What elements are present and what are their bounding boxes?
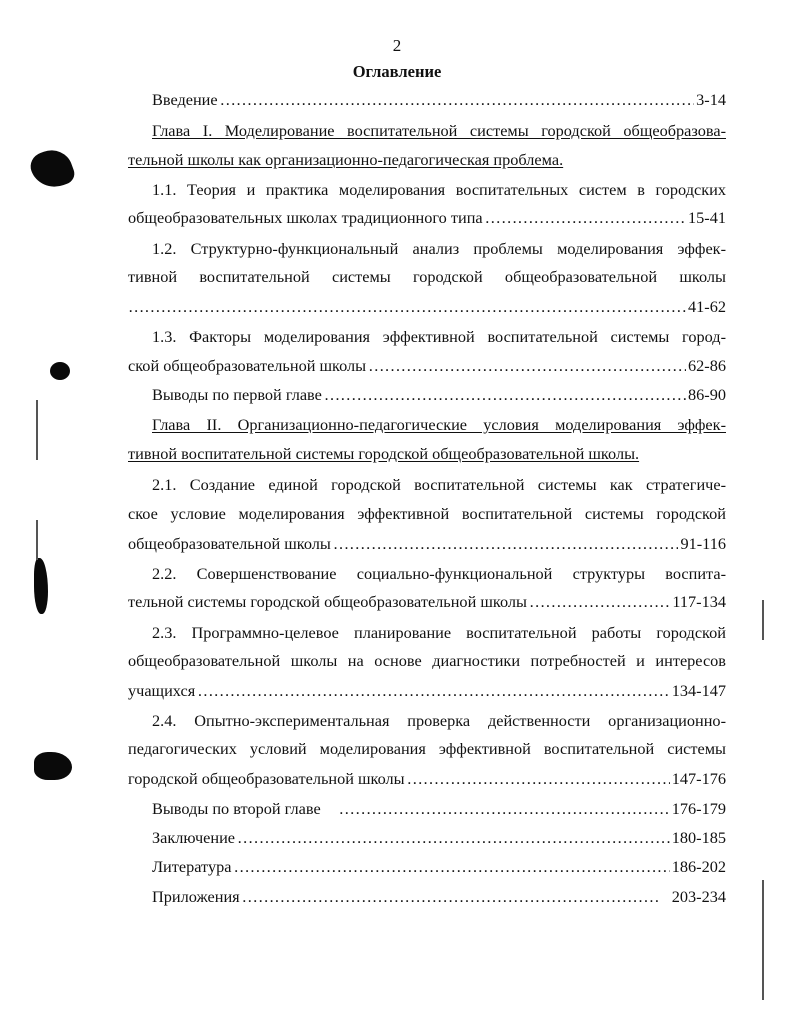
- section-title: городской общеобразовательной школы: [128, 769, 405, 788]
- toc-section-2-4-line2[interactable]: [128, 738, 726, 760]
- chapter-title: тельной школы как организационно-педагогическая проблема.: [128, 150, 564, 169]
- section-title: 1.2. Структурно-функциональный анализ проблемы моделирования эффек-: [152, 239, 726, 258]
- section-title: тельной системы городской общеобразовательной школы: [128, 592, 527, 611]
- toc-entry-conclusion[interactable]: [152, 827, 726, 849]
- entry-pages: 180-185: [671, 828, 726, 847]
- scan-artifact: [34, 558, 48, 614]
- entry-title: Выводы по второй главе: [152, 799, 321, 818]
- toc-section-2-3-line1[interactable]: [152, 622, 726, 644]
- leader-dots: [407, 768, 670, 790]
- entry-pages: 41-62: [688, 297, 726, 316]
- page-number: 2: [392, 36, 402, 55]
- scan-artifact: [34, 752, 72, 780]
- section-title: 1.1. Теория и практика моделирования воспитательных систем в городских: [152, 180, 726, 199]
- scan-artifact: [762, 880, 764, 1000]
- entry-title: Заключение: [152, 828, 236, 847]
- entry-title: Литература: [152, 857, 232, 876]
- toc-section-1-3-line1[interactable]: [152, 326, 726, 348]
- toc-entry-intro[interactable]: [152, 89, 726, 111]
- chapter-title: Глава I. Моделирование воспитательной системы городской общеобразова-: [152, 121, 726, 140]
- section-title: учащихся: [128, 681, 196, 700]
- scan-artifact: [762, 600, 764, 640]
- entry-pages: 3-14: [696, 90, 726, 109]
- toc-entry-appendix[interactable]: [152, 886, 726, 908]
- entry-pages: 15-41: [688, 208, 726, 227]
- section-title: ское условие моделирования эффективной воспитательной системы городской: [128, 504, 726, 523]
- leader-dots: [233, 856, 669, 878]
- toc-section-1-2-line3[interactable]: [128, 296, 726, 318]
- leader-dots: [324, 384, 686, 406]
- section-title: общеобразовательной школы: [128, 534, 331, 553]
- entry-title: Выводы по первой главе: [152, 385, 322, 404]
- leader-dots: [220, 89, 695, 111]
- toc-section-1-3-line2[interactable]: [128, 355, 726, 377]
- toc-section-2-3-line2[interactable]: [128, 650, 726, 672]
- toc-section-2-1-line2[interactable]: [128, 503, 726, 525]
- entry-pages: 62-86: [688, 356, 726, 375]
- toc-chapter-2-line1[interactable]: [152, 414, 726, 436]
- scan-artifact: [27, 144, 78, 193]
- leader-dots: [237, 827, 670, 849]
- section-title: ской общеобразовательной школы: [128, 356, 367, 375]
- entry-pages: 117-134: [672, 592, 726, 611]
- leader-dots: [128, 296, 686, 318]
- toc-chapter-1-line2[interactable]: [128, 149, 726, 171]
- scan-artifact: [36, 520, 38, 560]
- toc-entry-literature[interactable]: [152, 856, 726, 878]
- toc-section-1-2-line2[interactable]: [128, 266, 726, 288]
- toc-title: Оглавление: [352, 62, 442, 81]
- entry-title: Приложения: [152, 887, 240, 906]
- toc-section-2-2-line1[interactable]: [152, 563, 726, 585]
- section-title: тивной воспитательной системы городской общеобразовательной школы: [128, 267, 726, 286]
- entry-pages: 186-202: [671, 857, 726, 876]
- section-title: 1.3. Факторы моделирования эффективной воспитательной системы город-: [152, 327, 726, 346]
- leader-dots: [242, 886, 658, 908]
- entry-pages: 86-90: [688, 385, 726, 404]
- chapter-title: тивной воспитательной системы городской общеобразовательной школы.: [128, 444, 640, 463]
- section-title: 2.2. Совершенствование социально-функциональной структуры воспита-: [152, 564, 726, 583]
- toc-section-2-4-line3[interactable]: [128, 768, 726, 790]
- leader-dots: [368, 355, 686, 377]
- section-title: 2.1. Создание единой городской воспитательной системы как стратегиче-: [152, 475, 726, 494]
- section-title: общеобразовательных школах традиционного типа: [128, 208, 483, 227]
- leader-dots: [333, 533, 679, 555]
- leader-dots: [529, 591, 670, 613]
- toc-section-1-2-line1[interactable]: [152, 238, 726, 260]
- entry-title: Введение: [152, 90, 218, 109]
- entry-pages: 91-116: [680, 534, 726, 553]
- toc-entry-conclusions-1[interactable]: [152, 384, 726, 406]
- entry-pages: 134-147: [671, 681, 726, 700]
- scan-artifact: [36, 400, 38, 460]
- toc-section-1-1-line2[interactable]: [128, 207, 726, 229]
- toc-chapter-2-line2[interactable]: [128, 443, 726, 465]
- section-title: общеобразовательной школы на основе диагностики потребностей и интересов: [128, 651, 726, 670]
- toc-section-2-2-line2[interactable]: [128, 591, 726, 613]
- scan-artifact: [50, 362, 70, 380]
- entry-pages: 147-176: [671, 769, 726, 788]
- toc-entry-conclusions-2[interactable]: [152, 798, 726, 820]
- toc-chapter-1-line1[interactable]: [152, 120, 726, 142]
- section-title: 2.4. Опытно-экспериментальная проверка действенности организационно-: [152, 711, 726, 730]
- toc-section-2-4-line1[interactable]: [152, 710, 726, 732]
- toc-section-2-3-line3[interactable]: [128, 680, 726, 702]
- leader-dots: [197, 680, 670, 702]
- entry-pages: 176-179: [671, 799, 726, 818]
- section-title: 2.3. Программно-целевое планирование воспитательной работы городской: [152, 623, 726, 642]
- toc-section-1-1-line1[interactable]: [152, 179, 726, 201]
- section-title: педагогических условий моделирования эффективной воспитательной системы: [128, 739, 726, 758]
- leader-dots: [485, 207, 686, 229]
- toc-section-2-1-line1[interactable]: [152, 474, 726, 496]
- toc-section-2-1-line3[interactable]: [128, 533, 726, 555]
- entry-pages: 203-234: [671, 887, 726, 906]
- leader-dots: [339, 798, 670, 820]
- chapter-title: Глава II. Организационно-педагогические условия моделирования эффек-: [152, 415, 726, 434]
